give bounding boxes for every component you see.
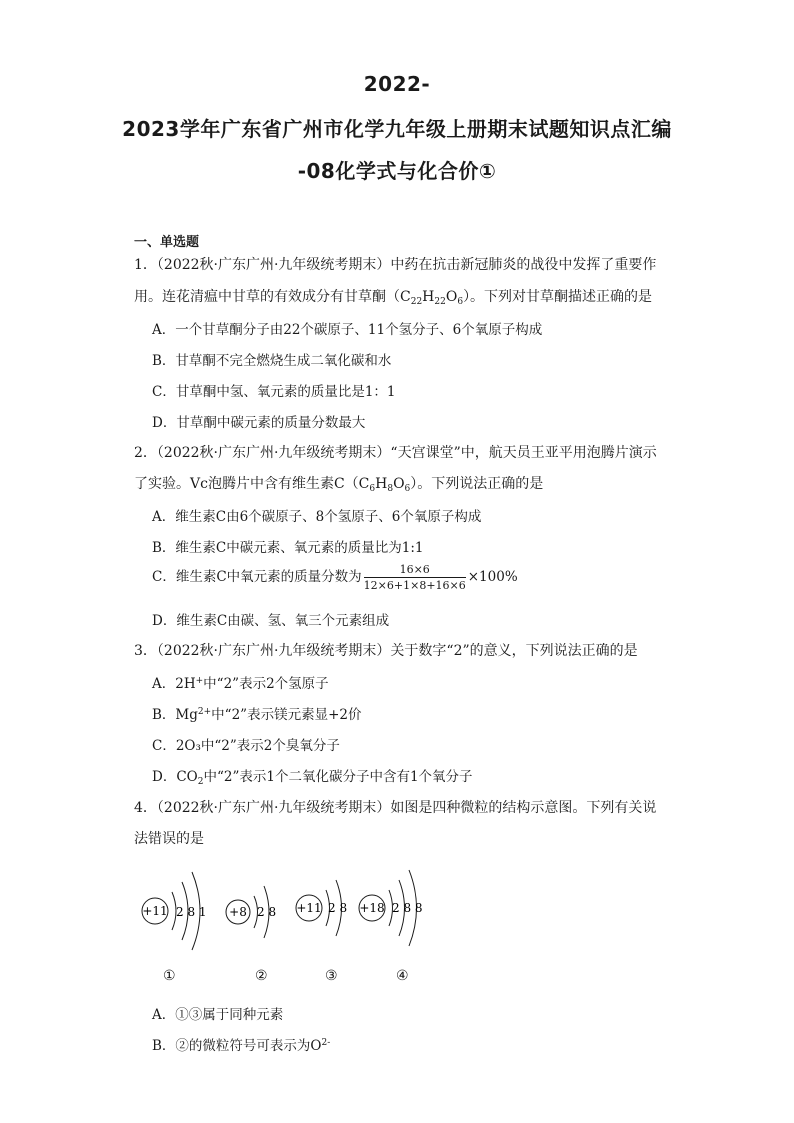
atom-2-shells: 2 8 bbox=[257, 905, 277, 919]
atom-1-label: ① bbox=[163, 968, 176, 984]
atom-3-label: ③ bbox=[325, 968, 338, 984]
q3-option-b: B．$Mg^{2+}$中“2”表示镁元素显+2价 bbox=[152, 707, 362, 723]
title-line-3: -08化学式与化合价① bbox=[297, 159, 497, 183]
q2-stem-line-1: 2．（2022秋·广东广州·九年级统考期末）“天宫课堂”中，航天员王亚平用泡腾片演示 bbox=[134, 445, 657, 461]
section-heading: 一、单选题 bbox=[134, 235, 200, 250]
atom-1-nucleus: +11 bbox=[142, 904, 168, 918]
atom-structure-diagrams bbox=[136, 862, 436, 962]
q3-option-c: C．2O₃中“2”表示2个臭氧分子 bbox=[152, 738, 340, 754]
atom-3-nucleus: +11 bbox=[296, 901, 322, 915]
atom-3-shells: 2 8 bbox=[328, 901, 348, 915]
q3-option-d: D．$CO_2$中“2”表示1个二氧化碳分子中含有1个氧分子 bbox=[152, 769, 473, 787]
title-line-2: 2023学年广东省广州市化学九年级上册期末试题知识点汇编 bbox=[122, 117, 672, 141]
atom-diagram-4 bbox=[359, 870, 423, 946]
q2-option-b: B．维生素C中碳元素、氧元素的质量比为1:1 bbox=[152, 540, 424, 556]
q2-option-d: D．维生素C由碳、氢、氧三个元素组成 bbox=[152, 613, 390, 629]
atom-4-shells: 2 8 8 bbox=[392, 901, 423, 915]
q4-option-a: A．①③属于同种元素 bbox=[152, 1007, 284, 1023]
q1-stem-line-1: 1．（2022秋·广东广州·九年级统考期末）中药在抗击新冠肺炎的战役中发挥了重要作 bbox=[134, 257, 657, 273]
q2-option-c: C．维生素C中氧元素的质量分数为 $\frac{16\times 6}{12\times 6+1\times 8+16\times 6}$ ×100% bbox=[152, 563, 518, 592]
atom-2-label: ② bbox=[255, 968, 268, 984]
atom-diagram-3 bbox=[296, 880, 347, 936]
q1-stem-line-2: 用。连花清瘟中甘草的有效成分有甘草酮$(C_{22}H_{22}O_6)$。下列对甘草酮描述正确的是 bbox=[134, 289, 653, 307]
atom-diagram-2 bbox=[226, 886, 276, 938]
q4-option-b: B．②的微粒符号可表示为$O^{2-}$ bbox=[152, 1038, 331, 1054]
fraction: $\frac{16\times 6}{12\times 6+1\times 8+16\times 6}$ bbox=[363, 563, 466, 592]
q1-option-c: C．甘草酮中氢、氧元素的质量比是1：1 bbox=[152, 384, 396, 400]
q2-option-a: A．维生素C由6个碳原子、8个氢原子、6个氧原子构成 bbox=[152, 509, 482, 525]
atom-2-nucleus: +8 bbox=[229, 905, 247, 919]
q3-option-a: A．2H+中“2”表示2个氢原子 bbox=[152, 676, 329, 692]
atom-diagram-1 bbox=[142, 872, 207, 950]
q1-option-a: A．一个甘草酮分子由22个碳原子、11个氢分子、6个氧原子构成 bbox=[152, 322, 543, 338]
q1-option-b: B．甘草酮不完全燃烧生成二氧化碳和水 bbox=[152, 353, 392, 369]
atom-1-shells: 2 8 1 bbox=[176, 905, 207, 919]
title-line-1: 2022- bbox=[363, 72, 431, 96]
q3-stem: 3．（2022秋·广东广州·九年级统考期末）关于数字“2”的意义，下列说法正确的是 bbox=[134, 643, 638, 659]
q4-stem-line-1: 4．（2022秋·广东广州·九年级统考期末）如图是四种微粒的结构示意图。下列有关说 bbox=[134, 800, 657, 816]
q2-stem-line-2: 了实验。Vc泡腾片中含有维生素$C(C_6H_8O_6)$。下列说法正确的是 bbox=[134, 476, 544, 494]
atom-4-nucleus: +18 bbox=[359, 901, 385, 915]
atom-4-label: ④ bbox=[396, 968, 409, 984]
q4-stem-line-2: 法错误的是 bbox=[134, 831, 204, 847]
q1-option-d: D．甘草酮中碳元素的质量分数最大 bbox=[152, 415, 366, 431]
